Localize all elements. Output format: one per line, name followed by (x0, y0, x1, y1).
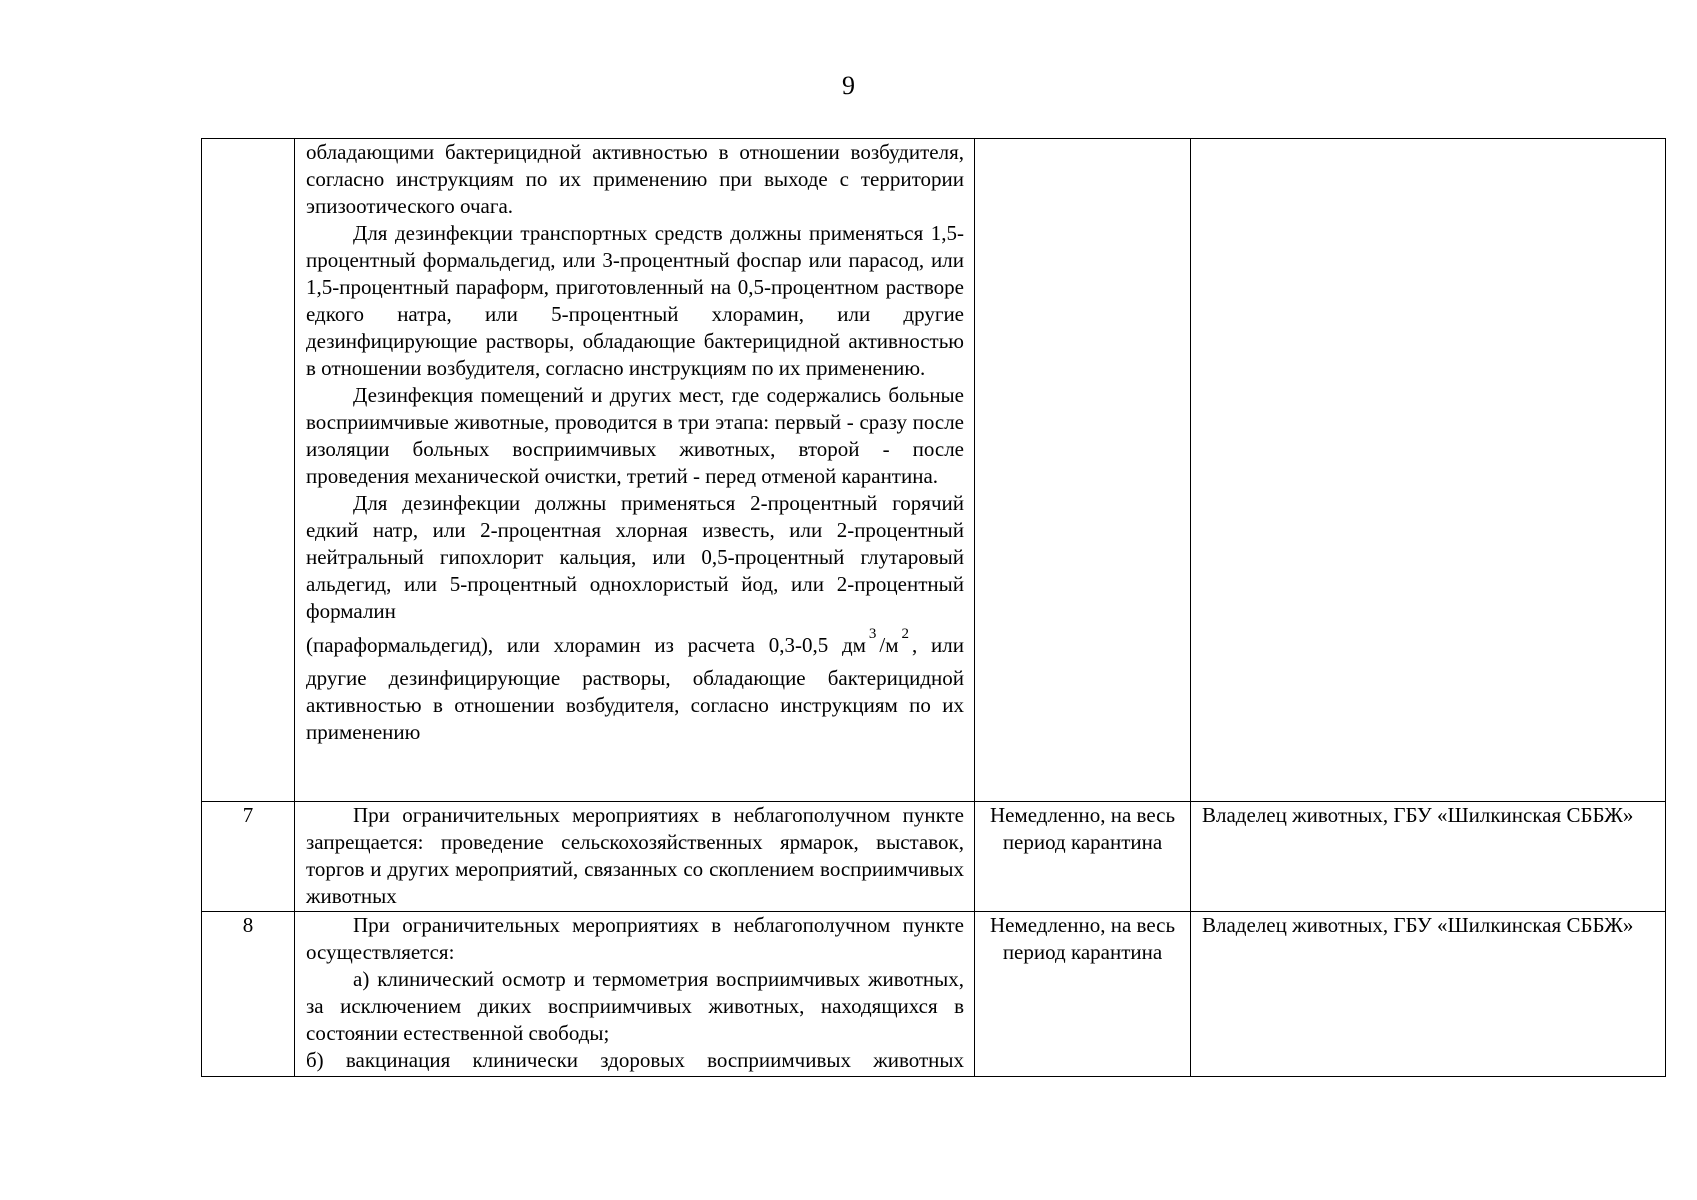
responsible-cell: Владелец животных, ГБУ «Шилкинская СББЖ» (1191, 802, 1666, 912)
responsible-cell (1191, 139, 1666, 802)
responsible-cell: Владелец животных, ГБУ «Шилкинская СББЖ» (1191, 912, 1666, 1077)
measure-paragraph: б) вакцинация клинически здоровых восприимчивых животных (306, 1048, 964, 1072)
measure-paragraph: другие дезинфицирующие растворы, обладающие бактерицидной активностью в отношении возбудителя, согласно инструкциям по их применению (306, 666, 964, 744)
term-cell: Немедленно, на весь период карантина (975, 912, 1191, 1077)
measure-paragraph: Для дезинфекции должны применяться 2-процентный горячий едкий натр, или 2-процентная хлорная известь, или 2-процентный нейтральный гипохлорит кальция, или 0,5-процентный глутаровый альдегид, или 5-процентный однохлористый йод, или 2-процентный формалин (306, 491, 964, 623)
table-row-continuation (202, 139, 1666, 802)
row-number-cell (202, 139, 295, 802)
measure-paragraph: При ограничительных мероприятиях в неблагополучном пункте запрещается: проведение сельскохозяйственных ярмарок, выставок, торгов и других мероприятий, связанных со скоплением восприимчивых животных (306, 803, 964, 908)
measure-text-cell (295, 802, 975, 912)
measure-paragraph-formula (306, 625, 964, 665)
term-cell (975, 139, 1191, 802)
unit-exponent: 2 (901, 626, 910, 642)
formula-text: (параформальдегид), или хлорамин из расчета 0,3-0,5 дм (306, 633, 866, 657)
row-number-cell: 7 (202, 802, 295, 912)
row-number-cell: 8 (202, 912, 295, 1077)
measure-paragraph: обладающими бактерицидной активностью в отношении возбудителя, согласно инструкциям по их применению при выходе с территории эпизоотического очага. (306, 140, 964, 218)
measure-paragraph: Дезинфекция помещений и других мест, где содержались больные восприимчивые животные, проводится в три этапа: первый - сразу после изоляции больных восприимчивых животных, второй - после проведения механической очистки, третий - перед отменой карантина. (306, 383, 964, 488)
measure-paragraph: а) клинический осмотр и термометрия восприимчивых животных, за исключением диких восприимчивых животных, находящихся в состоянии естественной свободы; (306, 967, 964, 1045)
measure-text-cell (295, 912, 975, 1077)
measure-paragraph: При ограничительных мероприятиях в неблагополучном пункте осуществляется: (306, 913, 964, 964)
table-row (202, 802, 1666, 912)
term-cell: Немедленно, на весь период карантина (975, 802, 1191, 912)
table-row (202, 912, 1666, 1077)
measures-table (201, 138, 1666, 1077)
measure-text-cell (295, 139, 975, 802)
page-number: 9 (842, 71, 855, 100)
formula-tail: , или (912, 633, 964, 657)
unit-exponent: 3 (868, 626, 877, 642)
measure-paragraph: Для дезинфекции транспортных средств должны применяться 1,5-процентный формальдегид, или 3-процентный фоспар или парасод, или 1,5-процентный параформ, приготовленный на 0,5-процентном растворе едкого натра, или 5-процентный хлорамин, или другие дезинфицирующие растворы, обладающие бактерицидной активностью в отношении возбудителя, согласно инструкциям по их применению. (306, 221, 964, 380)
formula-unit: /м (879, 633, 899, 657)
